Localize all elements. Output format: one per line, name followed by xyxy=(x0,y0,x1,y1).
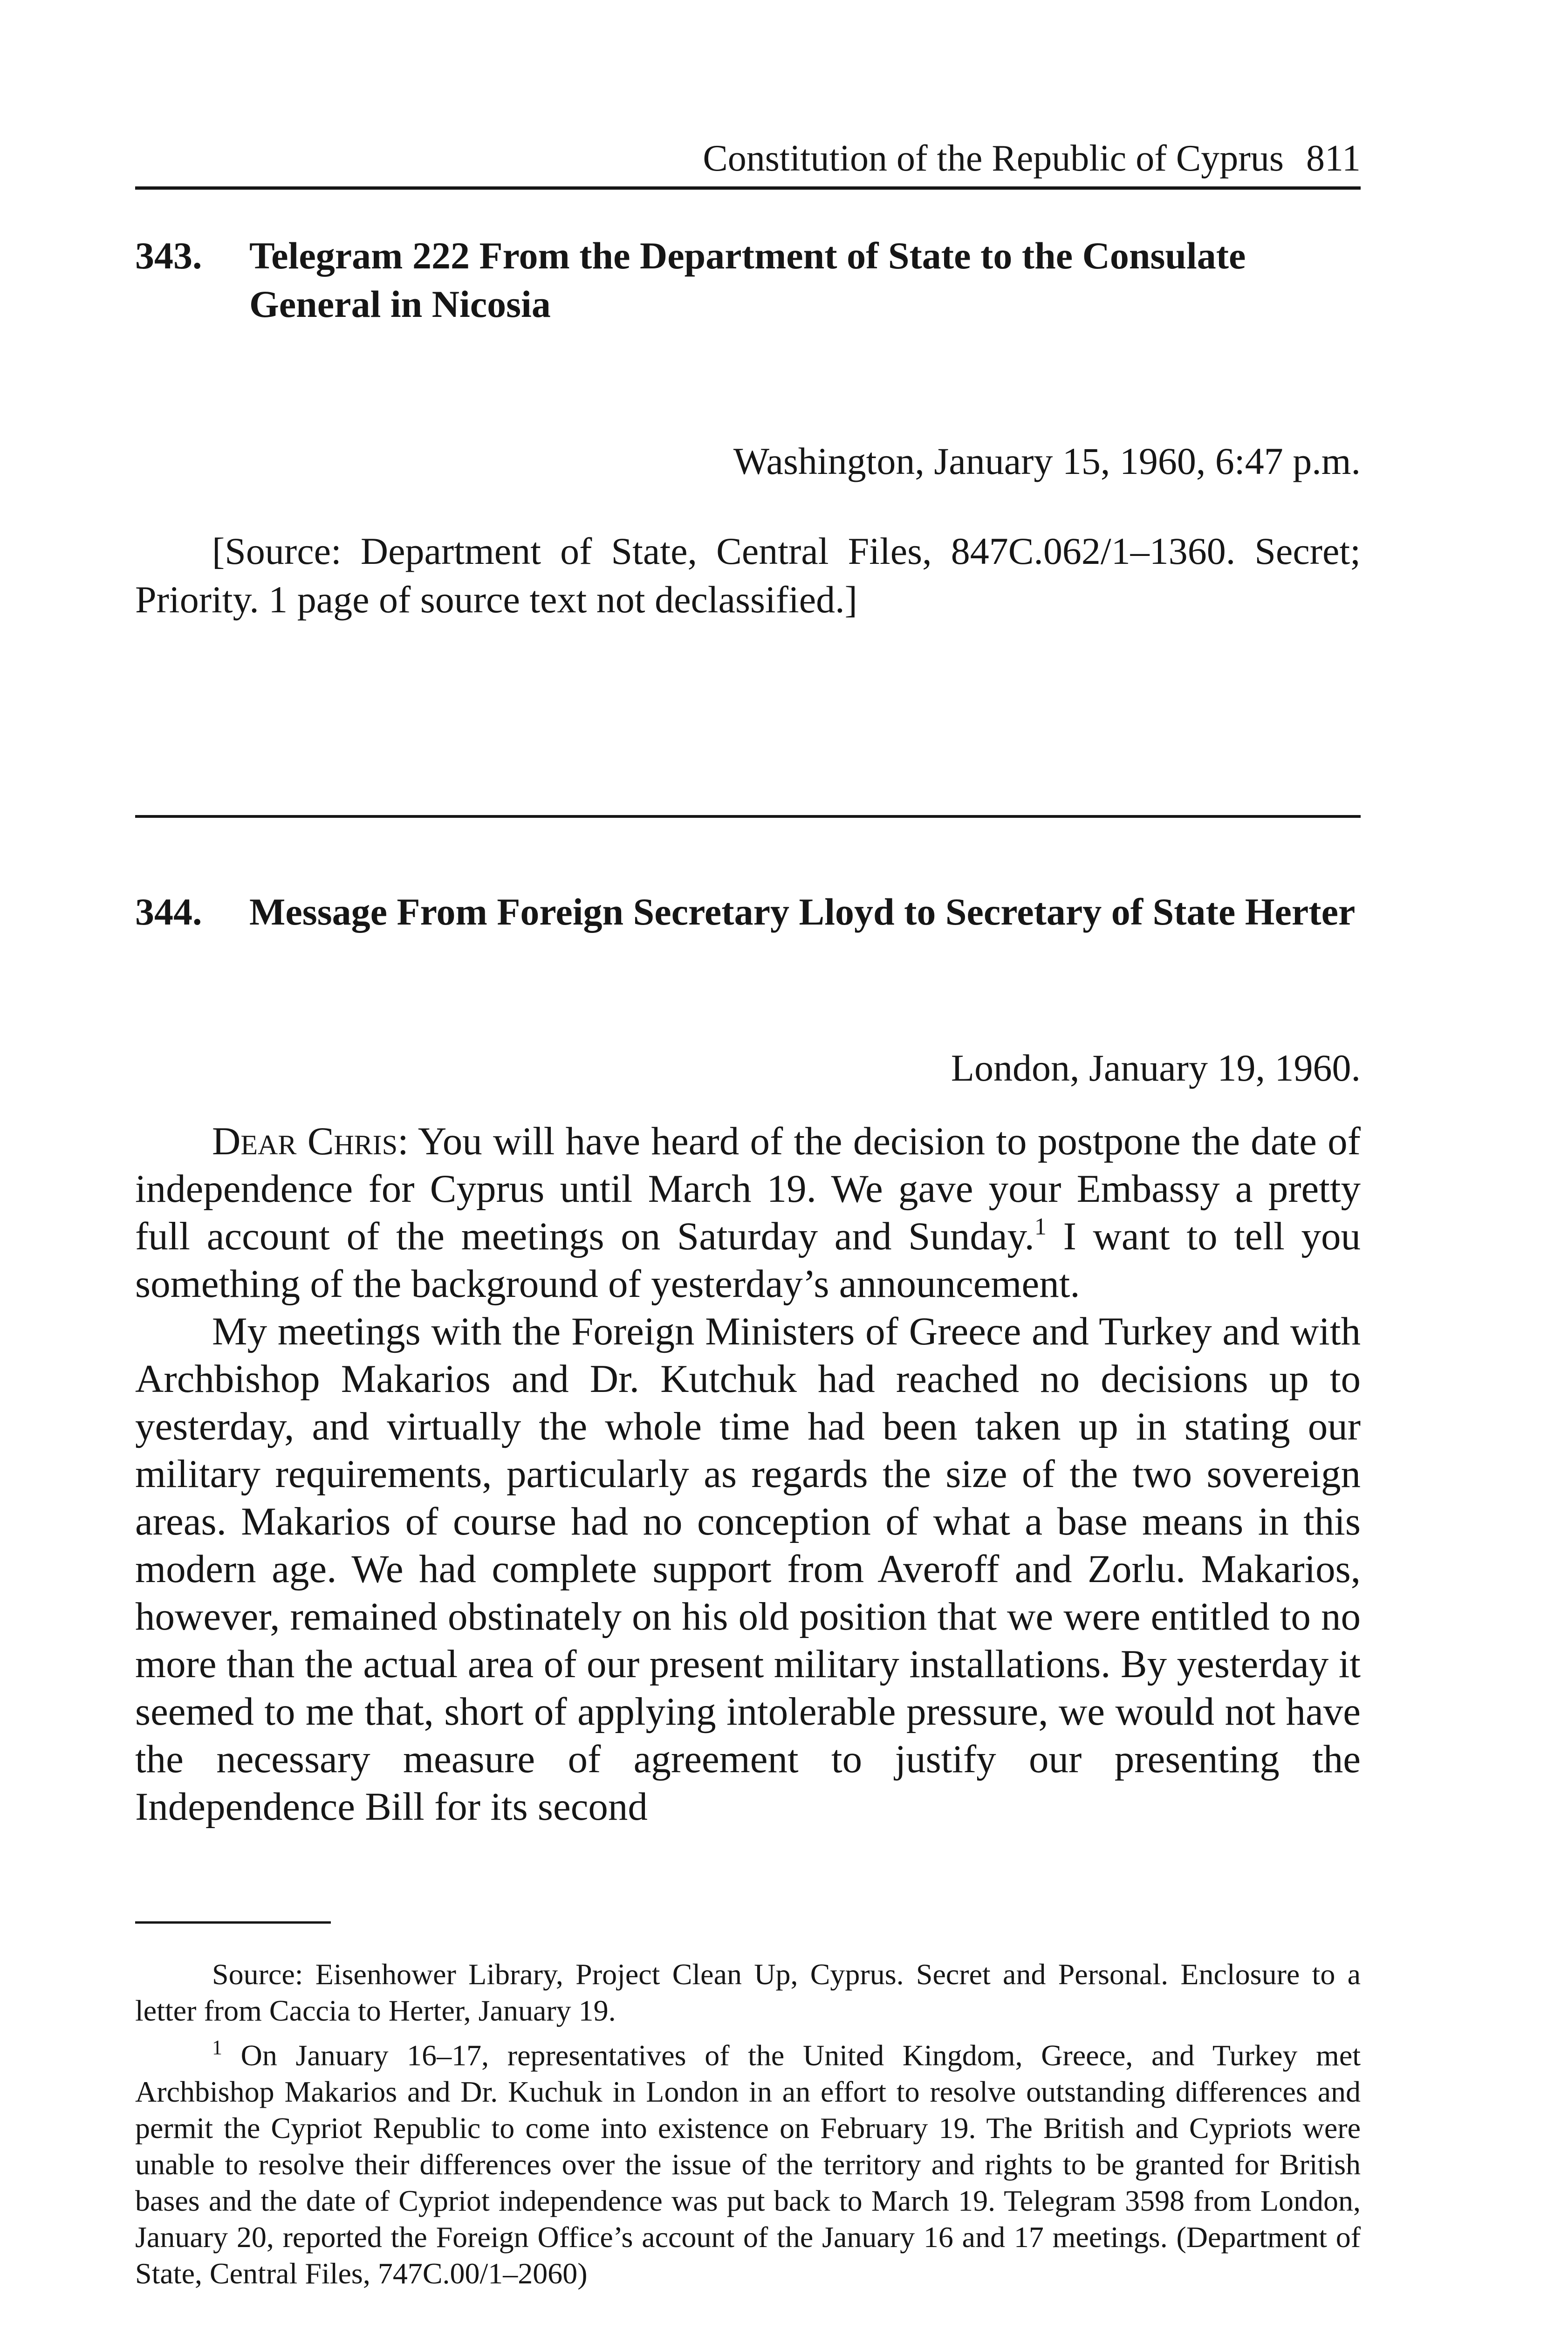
footnote-reference[interactable]: 1 xyxy=(1034,1213,1047,1240)
letter-body xyxy=(135,1117,1361,1830)
page-number: 811 xyxy=(1306,138,1361,179)
footnote-divider xyxy=(135,1921,331,1924)
section-divider xyxy=(135,815,1361,818)
salutation: Dear Chris: xyxy=(212,1119,409,1163)
source-footnote: Source: Eisenhower Library, Project Clean Up, Cyprus. Secret and Personal. Enclosure to a letter from Caccia to Herter, January 19. xyxy=(135,1958,1361,2027)
letter-paragraph xyxy=(135,1117,1361,1308)
document-343-heading xyxy=(135,232,1361,329)
running-header xyxy=(135,140,1361,190)
document-344-number: 344. xyxy=(135,891,202,933)
paragraph-text: You will have heard of the decision to postpone the date of independence for Cyprus until March 19. We gave your Embassy a pretty full account of the meetings on Saturday and Sunday. xyxy=(135,1119,1361,1258)
document-343-number: 343. xyxy=(135,234,202,277)
footnote-1-text: On January 16–17, representatives of the United Kingdom, Greece, and Turkey met Archbishop Makarios and Dr. Kuchuk in London in an effort to resolve outstanding differences and permit the Cypriot Republic to come into existence on February 19. The British and Cypriots were unable to resolve their differences over the issue of the territory and rights to be granted for British bases and the date of Cypriot independence was put back to March 19. Telegram 3598 from London, January 20, reported the Foreign Office’s account of the January 16 and 17 meetings. (Department of State, Central Files, 747C.00/1–2060) xyxy=(135,2039,1361,2290)
paragraph-text: I want to tell you something of the background of yesterday’s announcement. xyxy=(135,1214,1361,1306)
running-header-title: Constitution of the Republic of Cyprus xyxy=(703,138,1284,179)
footnote-marker: 1 xyxy=(212,2036,222,2059)
document-344-title: Message From Foreign Secretary Lloyd to Secretary of State Herter xyxy=(249,891,1356,933)
document-344-heading xyxy=(135,888,1361,936)
footnotes xyxy=(135,1956,1361,2292)
letter-paragraph: My meetings with the Foreign Ministers of Greece and Turkey and with Archbishop Makarios and Dr. Kutchuk had reached no decisions up to yesterday, and virtually the whole time had been taken up in stating our military requirements, particularly as regards the size of the two sovereign areas. Makarios of course had no conception of what a base means in this modern age. We had complete support from Averoff and Zorlu. Makarios, however, remained obstinately on his old position that we were entitled to no more than the actual area of our present military installations. By yesterday it seemed to me that, short of applying intolerable pressure, we would not have the necessary measure of agreement to justify our presenting the Independence Bill for its second xyxy=(135,1309,1361,1829)
document-page xyxy=(135,140,1361,2330)
document-343-source-note: [Source: Department of State, Central Files, 847C.062/1–1360. Secret; Priority. 1 page of source text not declassified.] xyxy=(135,530,1361,621)
document-343-title: Telegram 222 From the Department of State to the Consulate General in Nicosia xyxy=(249,234,1246,325)
footnote-1 xyxy=(135,2037,1361,2292)
document-344-dateline: London, January 19, 1960. xyxy=(951,1047,1361,1089)
document-343-dateline: Washington, January 15, 1960, 6:47 p.m. xyxy=(733,440,1361,482)
